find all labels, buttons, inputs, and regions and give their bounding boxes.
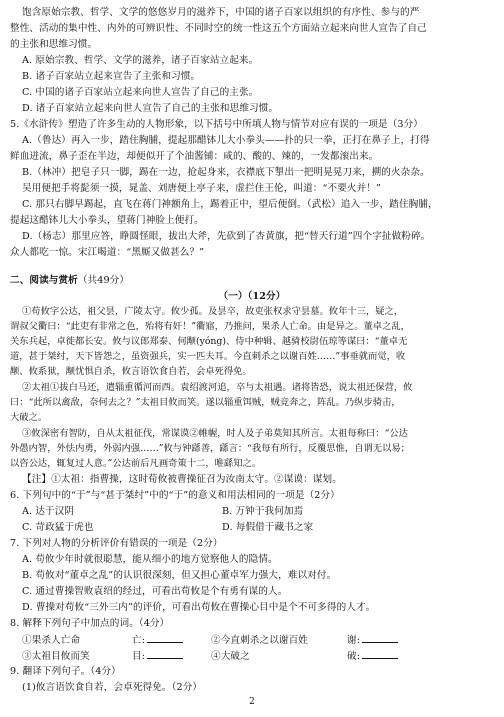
q7-option-b: B. 苟攸对“董卓之乱”的认识很深刻，但又担心董卓军力强大，难以对付。 (22, 570, 337, 581)
intro-option-a: A. 原始宗教、哲学、文学的滋养，诸子百家站立起来。 (22, 55, 259, 66)
q8-answer-blank-3[interactable] (147, 649, 183, 659)
q8-stem: 8. 解释下列句子中加点的词。（4分） (10, 618, 170, 629)
passage-p1-line-4: 道，甚于桀纣，天下皆怨之，虽资强兵，实一匹夫耳。今直刺杀之以谢百姓……”事垂就而觉，收 (10, 351, 406, 362)
intro-line-2: 整性、活动的集中性、内外的可辨识性、不同时空的统一性这五个方面站立起来向世人宣告了自己 (10, 23, 427, 34)
passage-p1-line-1: ①苟攸字公达，祖父昙，广陵太守。攸少孤。及昙卒，故吏张权求守昙墓。攸年十三，疑之， (22, 306, 404, 317)
q8-item-4-word: 破: (347, 651, 361, 662)
intro-option-c: C. 中国的诸子百家站立起来向世人宣告了自己的主张。 (22, 87, 259, 98)
q6-option-d: D. 每假借于藏书之家 (222, 522, 314, 533)
q6-options-row-2 (22, 521, 494, 534)
q5-option-c-line-2: 提起这醋钵儿大小拳头，望蒋门神脸上便打。 (10, 215, 204, 226)
intro-line-3: 的主张和思维习惯。 (10, 39, 98, 50)
q6-option-c: C. 苛政猛于虎也 (22, 522, 94, 533)
passage-p2-line-3: 大破之。 (10, 412, 48, 423)
passage-p1-line-2: 谓叔父衢曰：“此吏有非常之色，殆将有奸！”衢寤，乃推问，果杀人亡命。由是异之。董卓之乱， (10, 321, 410, 332)
q5-option-d-line-1: D.（杨志）那里应答，睁圆怪眼，拔出大斧，先砍到了杏黄旗，把“替天行道”四个字扯做粉碎。 (22, 231, 431, 242)
q8-item-2-word: 谢: (347, 635, 361, 646)
passage-p3-line-1: ③攸深密有智防，自从太祖征伐，常谋谟②帷幄，时人及子弟莫知其所言。太祖每称曰：“公达 (22, 428, 408, 439)
passage-p1-line-3: 关东兵起，卓徙都长安。攸与议郎郑泰、何颙(yóng)、侍中种辑、越骑校尉伍琼等谋曰：“董卓无 (10, 336, 408, 347)
q5-option-a-line-2: 鲜血迸流，鼻子歪在半边，却便似开了个油酱铺：咸的、酸的、辣的，一发都滚出来。 (10, 151, 379, 162)
q8-item-1-word: 亡: (132, 635, 146, 646)
q6-option-a: A. 达于汉阴 (22, 506, 75, 517)
q7-option-d: D. 曹操对苟攸“三外三内”的评价，可看出苟攸在曹操心目中是个不可多得的人才。 (22, 602, 376, 613)
passage-p3-line-3: 以咨公达，辄复过人意。”公达前后凡画奇策十二，唯繇知之。 (10, 458, 262, 469)
q8-answer-blank-1[interactable] (147, 633, 183, 643)
q8-item-3-word: 目: (132, 651, 146, 662)
passage-p2-line-1: ②太祖①拔白马还，遣辎重循河而西。袁绍渡河追，卒与太祖遇。诸将皆恐，说太祖还保营，攸 (22, 382, 413, 393)
passage-p3-line-2: 外愚内智，外怯内勇，外弱内强……”攸与钟繇善，繇言：“我每有所行，反覆思惟，自谓无以易； (10, 443, 410, 454)
q9-stem: 9. 翻译下列句子。（4分） (10, 666, 121, 677)
q8-row-1 (22, 633, 494, 647)
q6-options-row-1 (22, 505, 494, 518)
page-number: 2 (249, 697, 255, 707)
passage-note: 【注】①太祖：指曹操，这时荀攸被曹操征召为汝南太守。②谋谟：谋划。 (22, 474, 342, 485)
intro-line-1: 饱含原始宗教、哲学、文学的悠悠岁月的滋养下，中国的诸子百家以组织的有序性、参与的严 (22, 7, 420, 18)
q5-option-b-line-2: 吴用便把手将髭须一摸，晁盖、刘唐便上亭子来，虚拦住王伦，叫道：“不要火并！” (22, 183, 381, 194)
q9-item-1: (1)攸言语饮食自若，会卓死得免。（2分） (22, 682, 203, 693)
section-2-heading (10, 274, 494, 287)
q5-option-b-line-1: B.（林冲）把皂子只一脚，踢在一边，抢起身来，衣襟底下掣出一把明晃晃刀来，搠的火杂杂。 (22, 167, 430, 178)
q8-answer-blank-4[interactable] (362, 649, 398, 659)
section-2-title: 二、阅读与赏析 (10, 275, 78, 286)
q5-option-c-line-1: C. 那只右脚早踢起，直飞在蒋门神额角上，踢着正中，望后便倒。（武松）追入一步，踏住胸脯， (22, 199, 438, 210)
intro-option-d: D. 诸子百家站立起来向世人宣告了自己的主张和思维习惯。 (22, 103, 279, 114)
q8-item-1: ①果杀人亡命 (22, 635, 81, 646)
passage-heading: （一）（12分） (218, 291, 286, 302)
q5-option-a-line-1: A.（鲁达）再入一步，踏住胸脯，提起那醋钵儿大小拳头——扑的只一拳，正打在鼻子上，打得 (22, 135, 430, 146)
q5-stem: 5.《水浒传》塑造了许多生动的人物形象，以下括号中所填人物与情节对应有误的一项是（3分） (10, 119, 423, 130)
q8-answer-blank-2[interactable] (362, 633, 398, 643)
q5-option-d-line-2: 众人都吃一惊。宋江喝道：“黑厮又做甚么？” (10, 247, 205, 258)
q7-option-a: A. 苟攸少年时就很聪慧，能从细小的地方觉察他人的隐情。 (22, 554, 278, 565)
q8-item-2: ②今直刺杀之以谢百姓 (211, 635, 308, 646)
passage-p1-line-5: 颙、攸系狱，颙忧惧自杀，攸言语饮食自若，会卓死得免。 (10, 366, 252, 377)
q8-row-2 (22, 649, 494, 663)
q6-option-b: B. 万钟于我何加焉 (222, 506, 304, 517)
passage-p2-line-2: 曰：“此所以禽敌，奈何去之？”太祖目攸而笑。遂以辎重饵贼，贼竞奔之，阵乱。乃纵步骑击， (10, 397, 401, 408)
q8-item-3: ③太祖目攸而笑 (22, 651, 90, 662)
q8-item-4: ④大破之 (211, 651, 250, 662)
q6-stem: 6. 下列句中的“于”与“甚于桀纣”中的“于”的意义和用法相同的一项是（2分） (10, 490, 340, 501)
section-2-score: （共49分） (77, 275, 130, 286)
intro-option-b: B. 诸子百家站立起来宣告了主张和习惯。 (22, 71, 201, 82)
q7-option-c: C. 通过曹操智败袁绍的经过，可看出苟攸是个有勇有谋的人。 (22, 586, 288, 597)
q7-stem: 7. 下列对人物的分析评价有错误的一项是（2分） (10, 538, 223, 549)
